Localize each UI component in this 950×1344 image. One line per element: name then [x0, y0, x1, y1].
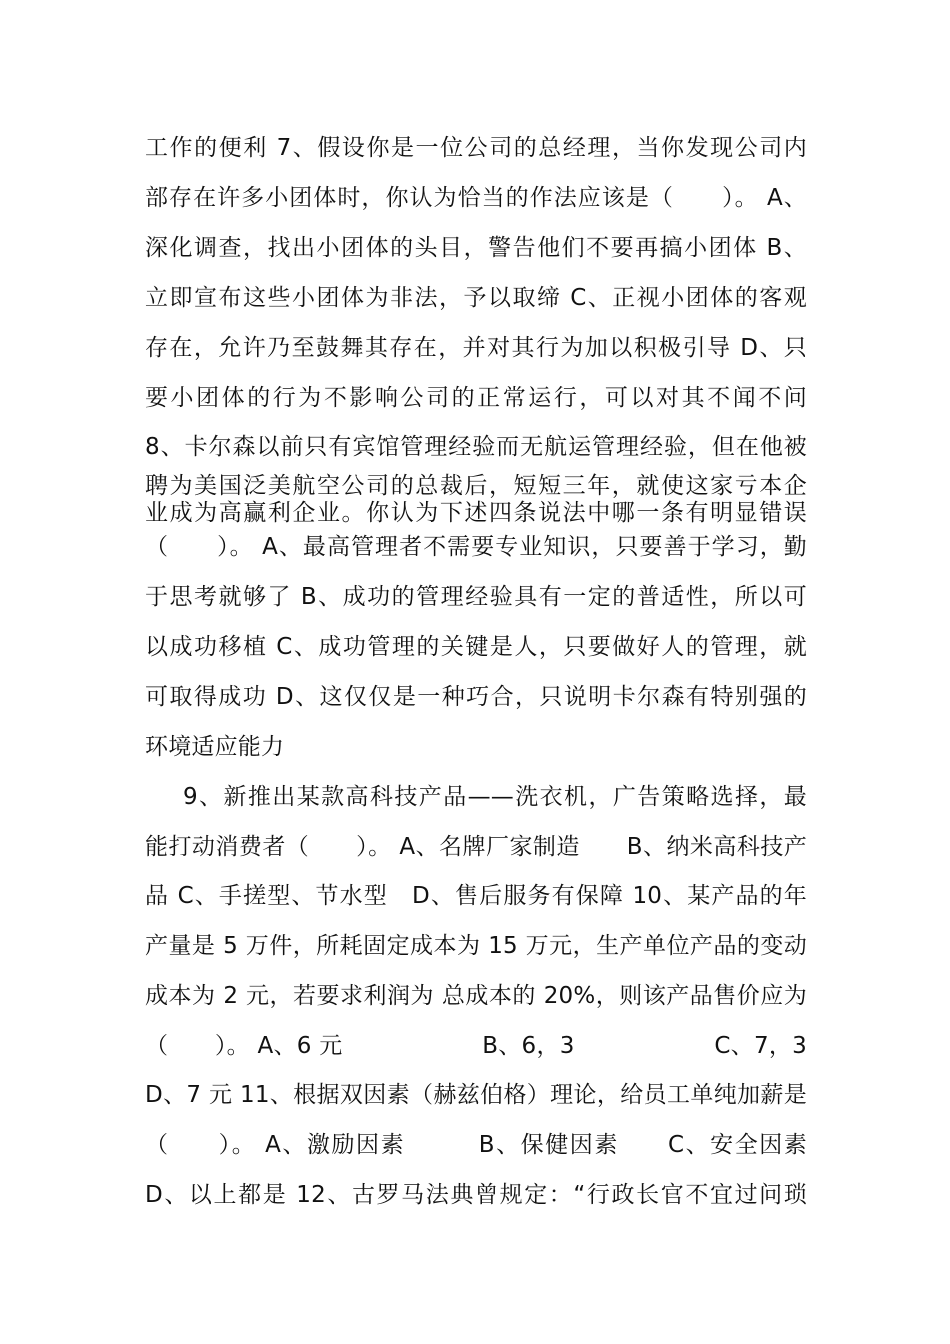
- text-line: （ ）。 A、6 元 B、6，3 C、7，3: [145, 1033, 807, 1059]
- text-line: 以成功移植 C、成功管理的关键是人，只要做好人的管理，就: [145, 634, 807, 660]
- text-line: 存在，允许乃至鼓舞其存在，并对其行为加以积极引导 D、只: [145, 335, 807, 361]
- text-line: 成本为 2 元，若要求利润为 总成本的 20%，则该产品售价应为: [145, 983, 807, 1009]
- text-line: 聘为美国泛美航空公司的总裁后，短短三年，就使这家亏本企: [145, 473, 807, 499]
- text-line: 品 C、手搓型、节水型 D、售后服务有保障 10、某产品的年: [145, 883, 807, 909]
- text-line: 深化调查，找出小团体的头目，警告他们不要再搞小团体 B、: [145, 235, 807, 261]
- text-line: 环境适应能力: [145, 734, 285, 760]
- text-line: 能打动消费者（ ）。 A、名牌厂家制造 B、纳米高科技产: [145, 834, 807, 860]
- text-line: 工作的便利 7、假设你是一位公司的总经理，当你发现公司内: [145, 135, 807, 161]
- text-line: （ ）。 A、最高管理者不需要专业知识，只要善于学习，勤: [145, 534, 807, 560]
- text-line: 可取得成功 D、这仅仅是一种巧合，只说明卡尔森有特别强的: [145, 684, 807, 710]
- text-line: D、7 元 11、根据双因素（赫兹伯格）理论，给员工单纯加薪是: [145, 1082, 807, 1108]
- text-line: 产量是 5 万件，所耗固定成本为 15 万元，生产单位产品的变动: [145, 933, 807, 959]
- text-line: 于思考就够了 B、成功的管理经验具有一定的普适性，所以可: [145, 584, 807, 610]
- text-line: 要小团体的行为不影响公司的正常运行，可以对其不闻不问: [145, 385, 807, 411]
- text-line: 部存在许多小团体时，你认为恰当的作法应该是（ ）。 A、: [145, 185, 807, 211]
- text-line: D、以上都是 12、古罗马法典曾规定：“行政长官不宜过问琐: [145, 1182, 807, 1208]
- text-line: （ ）。 A、激励因素 B、保健因素 C、安全因素: [145, 1132, 807, 1158]
- text-line: 业成为高赢利企业。你认为下述四条说法中哪一条有明显错误: [145, 500, 807, 526]
- text-line: 8、卡尔森以前只有宾馆管理经验而无航运管理经验，但在他被: [145, 434, 807, 460]
- paragraph-first-line: 9、新推出某款高科技产品——洗衣机，广告策略选择，最: [183, 784, 807, 810]
- text-line: 立即宣布这些小团体为非法，予以取缔 C、正视小团体的客观: [145, 285, 807, 311]
